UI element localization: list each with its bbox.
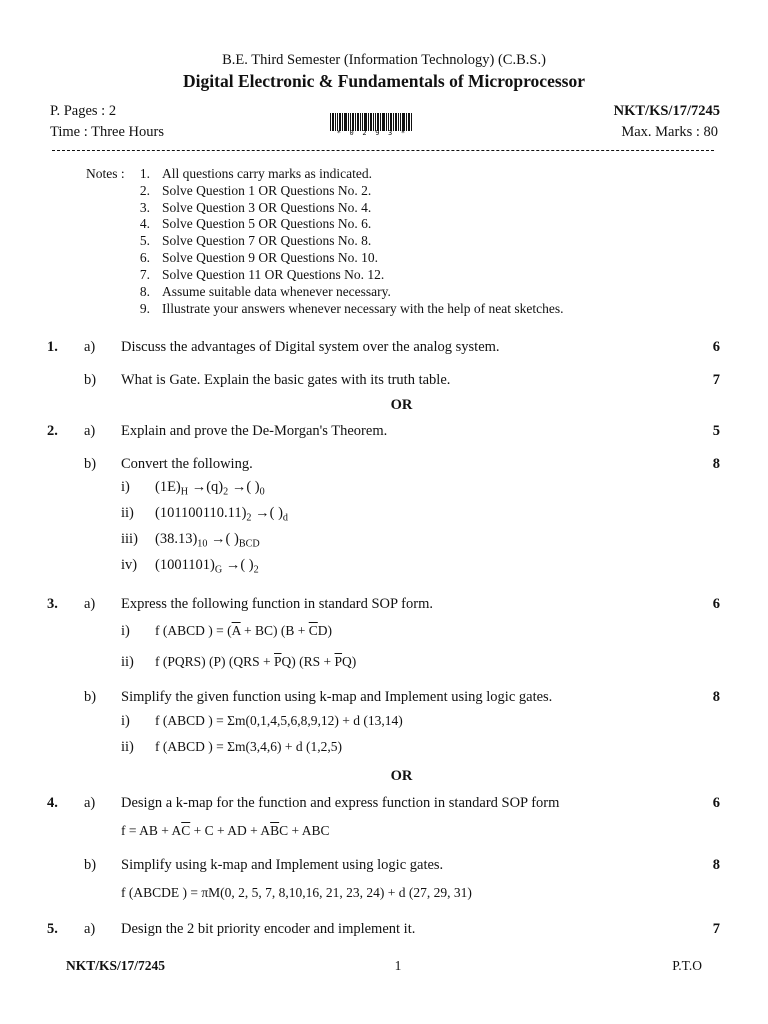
subquestion-label: b): [84, 456, 97, 472]
question-number: 5.: [47, 921, 58, 937]
note-item: [128, 166, 372, 182]
boolean-expression: f (PQRS) (P) $(QRS + \overline{P}Q)$ $(RS + \overline{P}Q)$: [155, 654, 357, 669]
note-text: All questions carry marks as indicated.: [162, 166, 372, 181]
note-number: 6.: [139, 250, 150, 265]
note-number: 8.: [139, 284, 150, 299]
note-number: 3.: [139, 200, 150, 215]
question-text: Express the following function in standard SOP form.: [121, 596, 433, 612]
note-item: [128, 233, 371, 249]
note-item: [128, 216, 371, 232]
note-text: Illustrate your answers whenever necessary with the help of neat sketches.: [162, 301, 564, 316]
question-text: Simplify using k-map and Implement using logic gates.: [121, 857, 444, 873]
note-item: [128, 200, 371, 216]
page-count: P. Pages : 2: [50, 103, 117, 119]
note-number: 2.: [139, 183, 150, 198]
footer-code: NKT/KS/17/7245: [66, 958, 166, 973]
question-number: 4.: [47, 795, 58, 811]
max-marks: Max. Marks : 80: [621, 124, 718, 140]
barcode-number: * 0 2 9 3 *: [336, 129, 408, 137]
note-text: Solve Question 3 OR Questions No. 4.: [162, 200, 372, 215]
note-number: 4.: [139, 216, 150, 231]
question-marks: 6: [712, 596, 720, 612]
course-line: B.E. Third Semester (Information Technology) (C.B.S.): [222, 52, 546, 68]
subquestion-label: b): [84, 372, 97, 388]
question-number: 1.: [47, 339, 58, 355]
question-text: Explain and prove the De-Morgan's Theorem.: [121, 423, 388, 439]
subject-title: Digital Electronic & Fundamentals of Microprocessor: [183, 71, 585, 91]
question-text: Discuss the advantages of Digital system over the analog system.: [121, 339, 500, 355]
note-number: 1.: [139, 166, 150, 181]
question-number: 2.: [47, 423, 58, 439]
note-text: Solve Question 11 OR Questions No. 12.: [162, 267, 385, 282]
question-marks: 8: [712, 456, 720, 472]
minterm-expression: f (ABCD ) = Σm(3,4,6) + d (1,2,5): [155, 739, 342, 754]
conversion-expression: $(38.13)_{10}$ →( )$_{BCD}$: [155, 531, 260, 550]
or-separator: OR: [390, 768, 413, 784]
item-label: ii): [121, 505, 134, 521]
boolean-expression: f (ABCD ) = $(\overline{A} + BC) (B + \overline{C}D)$: [155, 623, 332, 638]
question-text: Simplify the given function using k-map and Implement using logic gates.: [121, 689, 553, 705]
note-item: [128, 183, 371, 199]
question-text: Design a k-map for the function and express function in standard SOP form: [121, 795, 560, 811]
item-label: iv): [121, 557, 138, 573]
or-separator: OR: [390, 397, 413, 413]
subquestion-label: b): [84, 857, 97, 873]
page-number: 1: [394, 958, 402, 973]
question-marks: 6: [712, 795, 720, 811]
note-item: [128, 284, 391, 300]
question-text: Design the 2 bit priority encoder and implement it.: [121, 921, 416, 937]
conversion-expression: $(1001101)_G$ →( )$_2$: [155, 557, 259, 576]
question-marks: 8: [712, 857, 720, 873]
note-item: [128, 250, 378, 266]
conversion-expression: $(1E)_H \to(q)_2$ →( )$_0$: [155, 479, 265, 498]
question-marks: 7: [712, 921, 720, 937]
question-marks: 7: [712, 372, 720, 388]
subquestion-label: a): [84, 339, 96, 355]
question-marks: 5: [712, 423, 720, 439]
question-number: 3.: [47, 596, 58, 612]
note-number: 7.: [139, 267, 150, 282]
note-text: Solve Question 5 OR Questions No. 6.: [162, 216, 372, 231]
item-label: i): [121, 479, 130, 495]
note-item: [128, 267, 384, 283]
question-text: Convert the following.: [121, 456, 253, 472]
note-text: Solve Question 7 OR Questions No. 8.: [162, 233, 372, 248]
note-text: Solve Question 1 OR Questions No. 2.: [162, 183, 372, 198]
time-allowed: Time : Three Hours: [50, 124, 164, 140]
item-label: i): [121, 713, 130, 729]
boolean-expression: f = AB + $A\overline{C} + C$ + AD + $A\overline{B}C$ + ABC: [121, 823, 330, 838]
subquestion-label: a): [84, 423, 96, 439]
item-label: ii): [121, 654, 134, 670]
item-label: iii): [121, 531, 138, 547]
header-divider: [52, 150, 714, 151]
conversion-expression: $(101100110.11)_2$ →( )$_d$: [155, 505, 288, 524]
note-number: 9.: [139, 301, 150, 316]
question-text: What is Gate. Explain the basic gates with its truth table.: [121, 372, 451, 388]
subquestion-label: a): [84, 921, 96, 937]
item-label: ii): [121, 739, 134, 755]
maxterm-expression: f (ABCDE ) = πM(0, 2, 5, 7, 8,10,16, 21, 23, 24) + d (27, 29, 31): [121, 885, 472, 900]
note-item: [128, 301, 563, 317]
question-marks: 8: [712, 689, 720, 705]
paper-code: NKT/KS/17/7245: [613, 103, 720, 119]
question-marks: 6: [712, 339, 720, 355]
minterm-expression: f (ABCD ) = Σm(0,1,4,5,6,8,9,12) + d (13,14): [155, 713, 403, 728]
subquestion-label: b): [84, 689, 97, 705]
note-text: Assume suitable data whenever necessary.: [162, 284, 391, 299]
notes-label: Notes :: [86, 166, 125, 181]
note-number: 5.: [139, 233, 150, 248]
pto-label: P.T.O: [672, 958, 702, 973]
subquestion-label: a): [84, 596, 96, 612]
note-text: Solve Question 9 OR Questions No. 10.: [162, 250, 378, 265]
item-label: i): [121, 623, 130, 639]
subquestion-label: a): [84, 795, 96, 811]
